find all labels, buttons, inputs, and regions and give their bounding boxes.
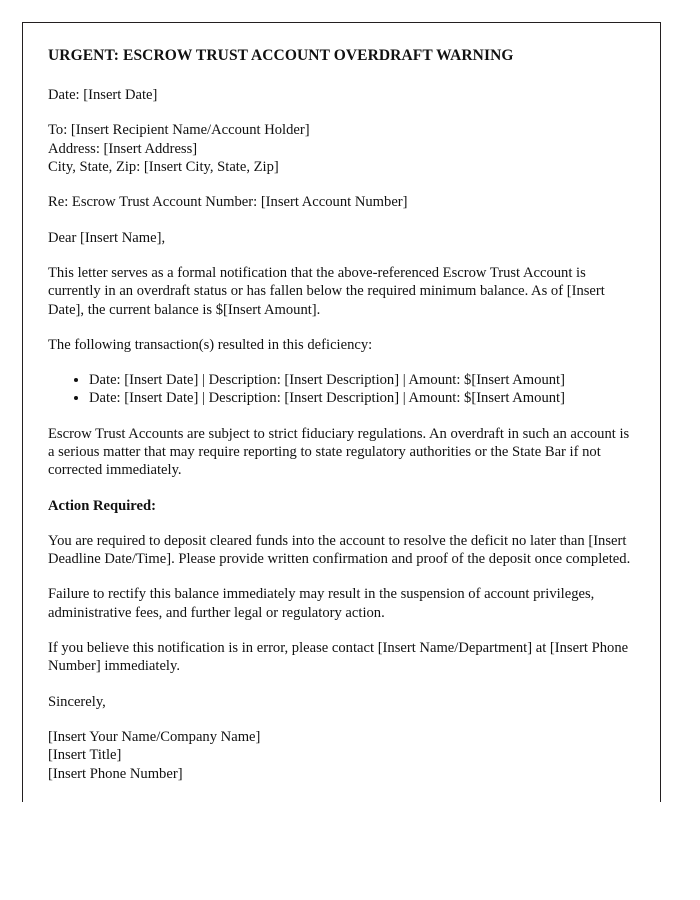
list-item: • Date: [Insert Date] | Description: [Insert Description] | Amount: $[Insert Amount] <box>89 371 633 389</box>
reference-line: Re: Escrow Trust Account Number: [Insert Account Number] <box>48 194 408 211</box>
recipient-address-line: Address: [Insert Address] <box>48 140 198 157</box>
consequences-paragraph: Failure to rectify this balance immediately may result in the suspension of account privileges, administrative fees, and further legal or regulatory action. <box>48 586 595 621</box>
signature-block <box>48 728 633 783</box>
deposit-paragraph: You are required to deposit cleared funds into the account to resolve the deficit no later than [Insert Deadline Date/Time]. Please provide written confirmation and proof of the deposit once completed. <box>48 532 631 568</box>
document-page-frame <box>22 22 661 802</box>
error-contact-paragraph: If you believe this notification is in error, please contact [Insert Name/Department] at [Insert Phone Number] immediately. <box>48 640 629 675</box>
page-title: URGENT: ESCROW TRUST ACCOUNT OVERDRAFT WARNING <box>48 47 514 64</box>
transaction-list <box>48 371 633 408</box>
date-line: Date: [Insert Date] <box>48 87 158 104</box>
closing-salutation: Sincerely, <box>48 693 106 710</box>
action-required-heading: Action Required: <box>48 497 156 514</box>
signature-name-line: [Insert Your Name/Company Name] <box>48 728 261 745</box>
list-item: • Date: [Insert Date] | Description: [Insert Description] | Amount: $[Insert Amount] <box>89 389 633 407</box>
recipient-city-state-zip-line: City, State, Zip: [Insert City, State, Zip] <box>48 159 279 176</box>
signature-title-line: [Insert Title] <box>48 747 122 764</box>
transactions-intro: The following transaction(s) resulted in this deficiency: <box>48 336 373 353</box>
recipient-to-line: To: [Insert Recipient Name/Account Holder] <box>48 122 310 139</box>
document-body <box>48 46 633 800</box>
fiduciary-paragraph: Escrow Trust Accounts are subject to strict fiduciary regulations. An overdraft in such an account is a serious matter that may require reporting to state regulatory authorities or the State Bar if not corrected immediately. <box>48 425 630 479</box>
salutation: Dear [Insert Name], <box>48 229 166 246</box>
opening-paragraph: This letter serves as a formal notification that the above-referenced Escrow Trust Account is currently in an overdraft status or has fallen below the required minimum balance. As of [Insert Date], the current balance is $[Insert Amount]. <box>48 264 605 318</box>
signature-phone-line: [Insert Phone Number] <box>48 765 183 782</box>
recipient-block <box>48 121 633 176</box>
